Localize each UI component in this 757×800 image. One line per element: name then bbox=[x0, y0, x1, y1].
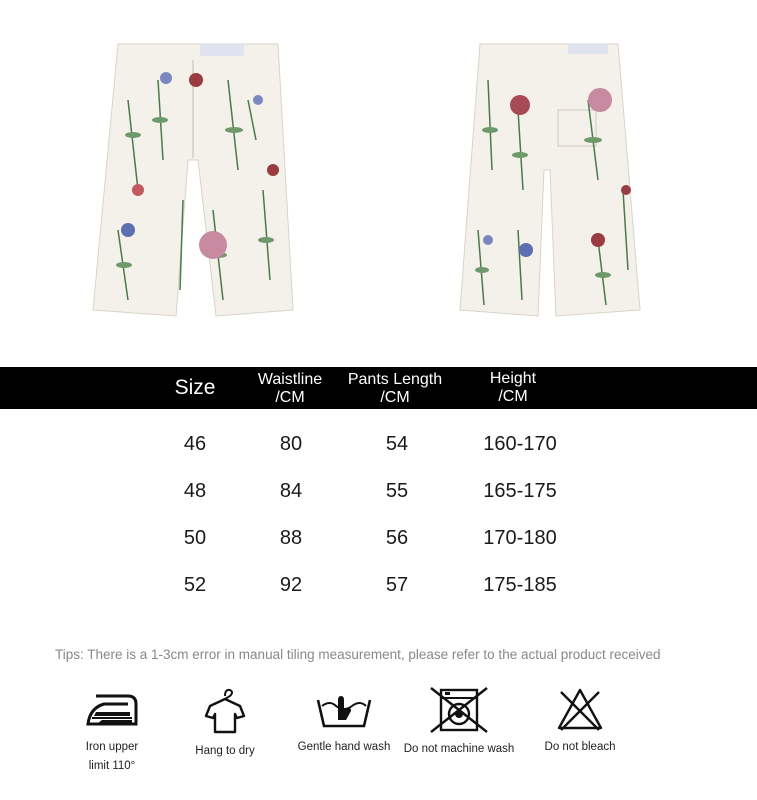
header-waistline: Waistline /CM bbox=[257, 371, 323, 406]
table-row bbox=[0, 523, 757, 553]
table-row bbox=[0, 429, 757, 459]
no-bleach-icon bbox=[555, 686, 605, 732]
size-cell: 48 bbox=[183, 480, 207, 502]
size-cell: 46 bbox=[183, 433, 207, 455]
care-label: Do not machine wash bbox=[403, 743, 515, 755]
table-row bbox=[0, 570, 757, 600]
back-view-image bbox=[458, 40, 643, 320]
care-label: Iron upper limit 110° bbox=[85, 741, 139, 772]
waistline-cell: 80 bbox=[279, 433, 303, 455]
measurement-tips: Tips: There is a 1-3cm error in manual tiling measurement, please refer to the actual product received bbox=[55, 647, 661, 662]
front-view-image bbox=[88, 40, 303, 320]
care-item-hang bbox=[183, 686, 267, 761]
pants-length-cell: 56 bbox=[385, 527, 409, 549]
care-label: Gentle hand wash bbox=[297, 741, 391, 753]
waistline-cell: 88 bbox=[279, 527, 303, 549]
table-row bbox=[0, 476, 757, 506]
pants-length-cell: 54 bbox=[385, 433, 409, 455]
care-item-hand-wash bbox=[292, 686, 396, 757]
size-table-header bbox=[0, 367, 757, 409]
header-height: Height /CM bbox=[489, 370, 537, 405]
size-cell: 52 bbox=[183, 574, 207, 596]
care-label: Hang to dry bbox=[195, 745, 255, 757]
care-item-no-machine-wash bbox=[398, 686, 520, 759]
height-cell: 160-170 bbox=[483, 433, 557, 455]
height-cell: 170-180 bbox=[483, 527, 557, 549]
height-cell: 175-185 bbox=[483, 574, 557, 596]
pants-length-cell: 57 bbox=[385, 574, 409, 596]
hand-wash-icon bbox=[314, 686, 374, 732]
iron-icon bbox=[82, 686, 142, 732]
hang-to-dry-icon bbox=[202, 686, 248, 736]
care-item-iron bbox=[70, 686, 154, 776]
care-item-no-bleach bbox=[530, 686, 630, 757]
pants-length-cell: 55 bbox=[385, 480, 409, 502]
product-photos bbox=[0, 0, 757, 360]
header-size: Size bbox=[174, 376, 216, 399]
waistline-cell: 92 bbox=[279, 574, 303, 596]
size-cell: 50 bbox=[183, 527, 207, 549]
waistline-cell: 84 bbox=[279, 480, 303, 502]
height-cell: 165-175 bbox=[483, 480, 557, 502]
care-label: Do not bleach bbox=[544, 741, 616, 753]
header-pants-length: Pants Length /CM bbox=[347, 371, 443, 406]
no-machine-wash-icon bbox=[429, 686, 489, 734]
